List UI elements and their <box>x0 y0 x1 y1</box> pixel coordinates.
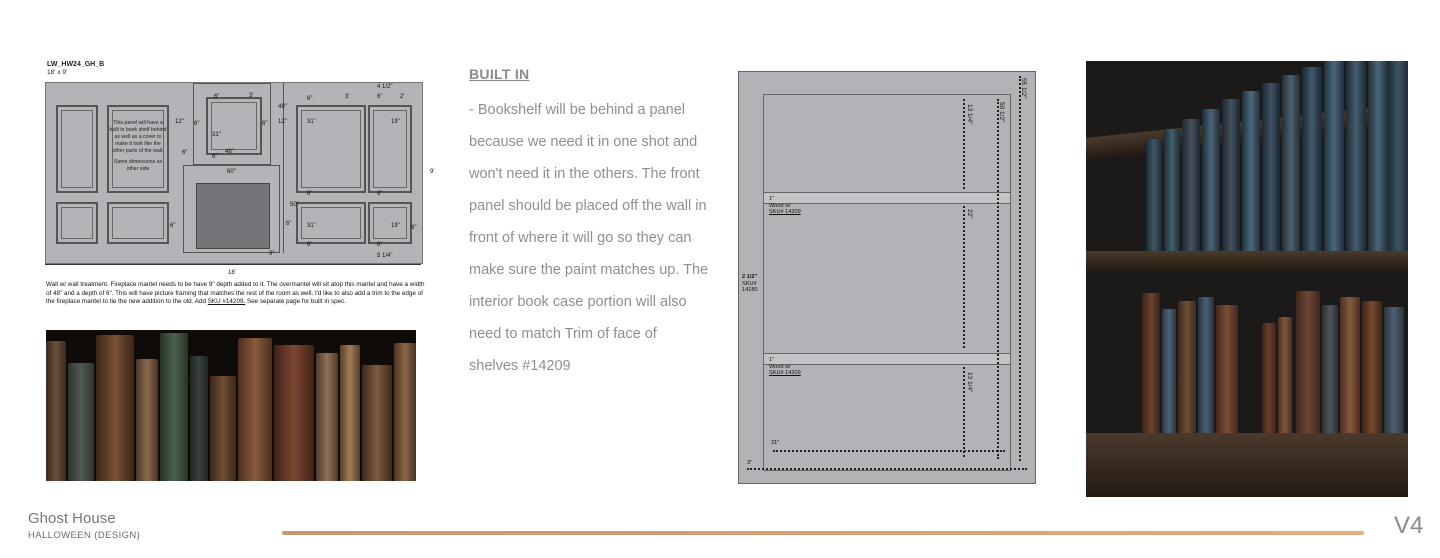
dim-label: 6" <box>212 154 218 160</box>
shelf-2-spec <box>769 357 801 377</box>
built-in-spec-drawing <box>738 71 1036 484</box>
dim-label: 60" <box>227 169 236 175</box>
side-sku-label: SKU# <box>742 280 757 287</box>
shelf-1-spec <box>769 196 801 216</box>
dim-label: 6" <box>411 225 417 231</box>
dim-label: 6" <box>214 94 220 100</box>
elevation-baseline <box>45 264 421 265</box>
caption-sku: SKU #14209. <box>207 298 246 306</box>
dim-label: 6" <box>286 221 292 227</box>
shelf-1-thickness: 1" <box>769 196 775 202</box>
dim-label: 6" <box>307 191 313 197</box>
built-in-heading: BUILT IN <box>469 66 530 82</box>
dim-label: 55 1/2" <box>1020 78 1027 99</box>
dim-label: 50" <box>290 202 299 208</box>
dim-label: 19" <box>391 119 400 125</box>
side-spec <box>742 274 758 294</box>
dim-label: 31" <box>771 440 780 446</box>
elevation-caption <box>46 281 426 307</box>
shelf-1-sku: SKU# 14209 <box>769 209 801 215</box>
right-section-frame <box>283 83 422 253</box>
shelf-1-material: Wood w/ <box>769 202 791 209</box>
dim-label: 9" <box>269 251 275 257</box>
dim-label: 31" <box>307 223 316 229</box>
dim-label: 6" <box>377 94 383 100</box>
dim-label: 6" <box>377 242 383 248</box>
left-lower-panel-2 <box>107 202 169 244</box>
caption-text: Wall w/ wall treatment. Fireplace mantel needs to be have 9" depth added to it. The overmantel will sit atop this mantel and have a width of 48" and a depth of 6". This will have picture framing that matches the rest of the room as well. I'd like to also add a trim to the edge of the fireplace mantel to tie the new addition to the old. Add <box>46 281 425 306</box>
shelf-2-sku: SKU# 14209 <box>769 370 801 376</box>
panel-note-text-2: Same dimensions as other side <box>113 159 163 172</box>
dim-label: 49" <box>278 104 287 110</box>
side-sku: 14180 <box>742 287 758 293</box>
panel-note-text: This panel will have a built in book shelf behind as well as a cover to make it look like the other parts of the wall. <box>109 120 167 154</box>
dim-line <box>1019 76 1021 461</box>
dim-line <box>773 450 1005 452</box>
wall-elevation-drawing <box>45 82 435 264</box>
dim-label: 6" <box>377 191 383 197</box>
dim-line <box>963 99 965 189</box>
dim-label: 4 1/2" <box>377 84 393 90</box>
bookshelf-photo <box>1086 61 1408 497</box>
page-version: V4 <box>1394 512 1424 539</box>
dim-label: 6" <box>307 242 313 248</box>
dim-label: 18' <box>228 270 236 276</box>
dim-label: 6" <box>182 150 188 156</box>
dim-label: 19" <box>391 223 400 229</box>
dim-label: 31" <box>212 132 221 138</box>
dim-line <box>997 99 999 459</box>
dim-label: 13 1/4" <box>966 104 973 125</box>
dim-label: 31" <box>307 119 316 125</box>
note-panel <box>107 105 169 193</box>
built-in-description: - Bookshelf will be behind a panel because we need it in one shot and won't need it in the others. The front panel should be placed off the wall in front of where it will go so they can make sure the paint matches up. The interior book case portion will also need to match Trim of face of shelves #14209 <box>469 102 709 374</box>
dim-label: 22" <box>966 209 973 219</box>
project-subtitle: HALLOWEEN (DESIGN) <box>28 530 141 541</box>
shelf-2-thickness: 1" <box>769 357 775 363</box>
shelf-2-material: Wood w/ <box>769 363 791 370</box>
dim-label: 6" <box>194 121 200 127</box>
dim-label: 3' <box>345 94 350 100</box>
side-thickness: 2 1/2" <box>742 274 758 280</box>
dim-label: 13 1/4" <box>966 372 973 393</box>
dim-line <box>963 367 965 457</box>
dim-label: 6" <box>307 96 313 102</box>
footer-divider <box>282 531 1364 535</box>
left-tall-panel <box>56 105 98 193</box>
dim-label: 12" <box>278 119 287 125</box>
elevation-title: LW_HW24_GH_B <box>47 61 105 68</box>
bookcase-interior <box>763 94 1011 471</box>
dim-label: 50 1/2" <box>998 102 1005 123</box>
dim-label: 6" <box>170 223 176 229</box>
dim-label: 6" <box>262 121 268 127</box>
left-lower-panel-1 <box>56 202 98 244</box>
antique-books-photo <box>46 330 416 481</box>
dim-label: 5 1/4" <box>377 253 393 259</box>
dim-label: 3' <box>249 93 254 99</box>
fireplace-opening <box>196 183 270 249</box>
dim-label: 9' <box>430 169 435 175</box>
dim-label: 2' <box>400 94 405 100</box>
caption-text-end: See separate page for built in spec. <box>245 298 347 306</box>
dim-label: 12" <box>175 119 184 125</box>
dim-label: 3" <box>747 460 753 466</box>
dim-label: 48" <box>225 149 234 155</box>
elevation-size: 18' x 9' <box>47 69 68 76</box>
project-title: Ghost House <box>28 510 116 527</box>
dim-line <box>747 468 1027 470</box>
dim-line <box>963 206 965 348</box>
